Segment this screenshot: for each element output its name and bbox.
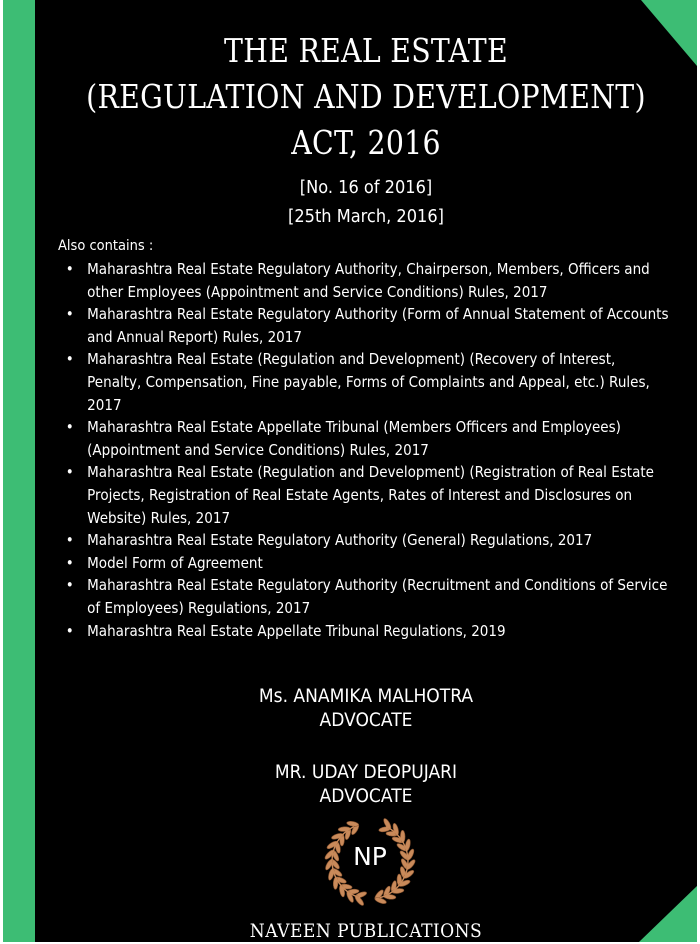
green-side-strip: [3, 0, 35, 942]
list-item-text: Model Form of Agreement: [87, 553, 263, 572]
bullet-icon: •: [65, 260, 74, 278]
bullet-icon: •: [65, 305, 74, 324]
author-1-name: Ms. ANAMIKA MALHOTRA: [258, 685, 474, 707]
list-item: [64, 552, 673, 575]
bullet-icon: •: [65, 553, 74, 572]
title-line-2: (REGULATION AND DEVELOPMENT): [86, 77, 646, 116]
book-title: [79, 28, 653, 166]
list-item: [64, 348, 673, 416]
laurel-leaf: [384, 894, 396, 900]
list-item: [64, 461, 673, 529]
act-number: [No. 16 of 2016]: [299, 177, 433, 198]
title-line-3: ACT, 2016: [291, 123, 441, 162]
publisher-logo-text: NP: [353, 842, 387, 871]
list-item-text: Maharashtra Real Estate Appellate Tribunal (Members Officers and Employees) (Appointment and Service Conditions) Rules, 2017: [87, 418, 621, 459]
bullet-icon: •: [65, 576, 74, 595]
author-1-role: ADVOCATE: [319, 709, 413, 731]
list-item: [64, 574, 673, 619]
list-item: [64, 303, 673, 348]
list-item-text: Maharashtra Real Estate Regulatory Authority (General) Regulations, 2017: [87, 531, 593, 550]
list-item-text: Maharashtra Real Estate Regulatory Authority, Chairperson, Members, Officers and other Employees (Appointment and Service Conditions) Rules, 2017: [87, 260, 650, 301]
also-contains-label: Also contains :: [58, 238, 154, 254]
list-item-text: Maharashtra Real Estate (Regulation and Development) (Recovery of Interest, Penalty, Compensation, Fine payable, Forms of Complaints and Appeal, etc.) Rules, 2017: [87, 350, 650, 414]
title-line-1: THE REAL ESTATE: [224, 31, 508, 70]
list-item-text: Maharashtra Real Estate Regulatory Authority (Recruitment and Conditions of Service of Employees) Regulations, 2017: [87, 576, 668, 617]
list-item: [64, 258, 673, 303]
list-item: [64, 416, 673, 461]
contents-list: [64, 258, 673, 642]
bullet-icon: •: [65, 531, 74, 550]
bullet-icon: •: [65, 418, 74, 437]
bullet-icon: •: [65, 621, 74, 640]
act-date: [25th March, 2016]: [288, 206, 444, 227]
list-item-text: Maharashtra Real Estate Regulatory Authority (Form of Annual Statement of Accounts and Annual Report) Rules, 2017: [87, 305, 669, 346]
list-item: [64, 620, 673, 643]
author-2-name: MR. UDAY DEOPUJARI: [274, 761, 458, 783]
laurel-leaf: [346, 821, 359, 828]
bullet-icon: •: [65, 350, 74, 369]
list-item-text: Maharashtra Real Estate Appellate Tribunal Regulations, 2019: [87, 621, 506, 640]
publisher-name: NAVEEN PUBLICATIONS: [249, 920, 483, 942]
list-item: [64, 529, 673, 552]
author-2-role: ADVOCATE: [319, 785, 413, 807]
bullet-icon: •: [65, 463, 74, 482]
list-item-text: Maharashtra Real Estate (Regulation and Development) (Registration of Real Estate Projects, Registration of Real Estate Agents, Rates of Interest and Disclosures on Website) Rules, 2017: [87, 463, 655, 527]
